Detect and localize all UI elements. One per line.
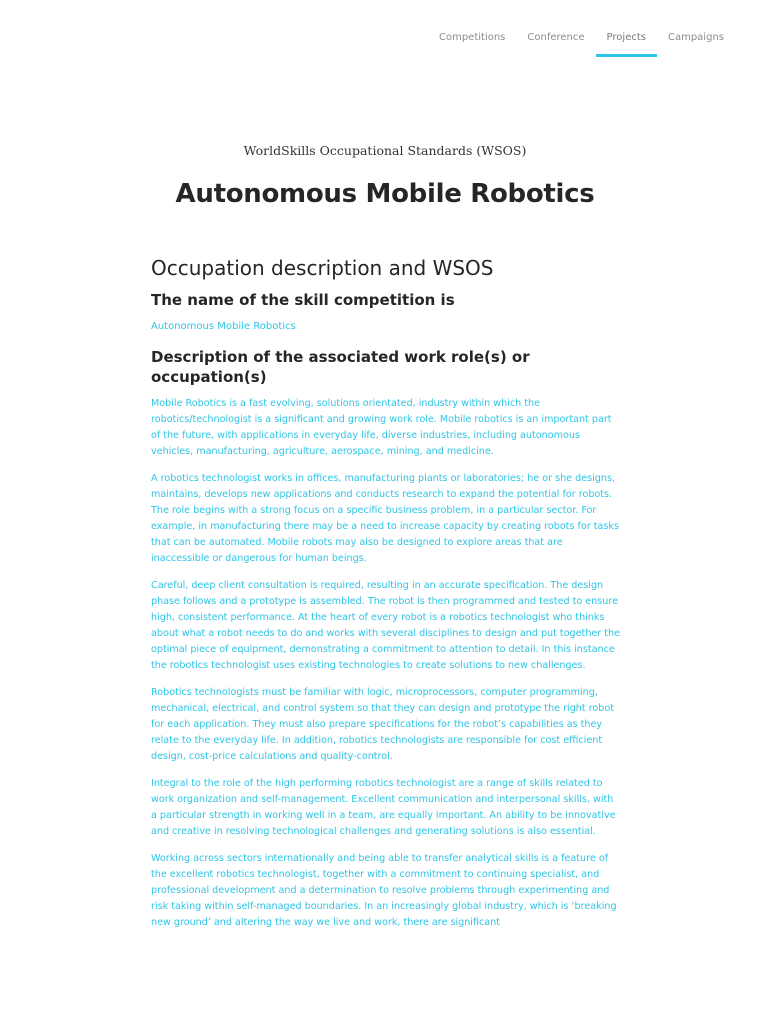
skill-name-text: Autonomous Mobile Robotics [151, 321, 296, 332]
top-navigation [0, 0, 768, 60]
paragraph: Careful, deep client consultation is required, resulting in an accurate specification. The design phase follows and a prototype is assembled. The robot is then programmed and tested to ensure high, consistent performance. At the heart of every robot is a robotics technologist who thinks about what a robot needs to do and works with several disciplines to design and put together the optimal piece of equipment, demonstrating a commitment to attention to detail. In this instance the robotics technologist uses existing technologies to create solutions to new challenges. [151, 580, 621, 671]
description-body [151, 396, 621, 942]
nav-item-conference[interactable]: Conference [527, 32, 585, 43]
work-role-heading: Description of the associated work role(s) or occupation(s) [151, 348, 530, 386]
page-kicker: WorldSkills Occupational Standards (WSOS) [243, 143, 527, 158]
page-title: Autonomous Mobile Robotics [175, 179, 595, 209]
paragraph: Mobile Robotics is a fast evolving, solutions orientated, industry within which the robotics/technologist is a significant and growing work role. Mobile robotics is an important part of the future, with applications in everyday life, diverse industries, including autonomous vehicles, manufacturing, agriculture, aerospace, mining, and medicine. [151, 398, 612, 457]
paragraph: Integral to the role of the high performing robotics technologist are a range of skills related to work organization and self-management. Excellent communication and interpersonal skills, with a particular strength in working well in a team, are equally important. An ability to be innovative and creative in resolving technological challenges and generating solutions is also essential. [151, 778, 616, 837]
paragraph: Working across sectors internationally and being able to transfer analytical skills is a feature of the excellent robotics technologist, together with a commitment to continuing specialist, and professional development and a determination to resolve problems through experimenting and risk taking within self-managed boundaries. In an increasingly global industry, which is ‘breaking new ground’ and altering the way we live and work, there are significant [151, 853, 617, 928]
paragraph: Robotics technologists must be familiar with logic, microprocessors, computer programming, mechanical, electrical, and control system so that they can design and prototype the right robot for each application. They must also prepare specifications for the robot’s capabilities as they relate to the everyday life. In addition, robotics technologists are responsible for cost efficient design, cost-price calculations and quality-control. [151, 687, 615, 762]
paragraph: A robotics technologist works in offices, manufacturing plants or laboratories; he or she designs, maintains, develops new applications and conducts research to expand the potential for robots. The role begins with a strong focus on a specific business problem, in a particular sector. For example, in manufacturing there may be a need to increase capacity by creating robots for tasks that can be automated. Mobile robots may also be designed to explore areas that are inaccessible or dangerous for human beings. [151, 473, 619, 564]
skill-name-heading: The name of the skill competition is [151, 291, 455, 309]
nav-menu [428, 32, 735, 57]
nav-item-competitions[interactable]: Competitions [438, 32, 506, 43]
nav-item-campaigns[interactable]: Campaigns [667, 32, 724, 43]
nav-item-projects[interactable]: Projects [596, 32, 657, 57]
section-heading: Occupation description and WSOS [151, 256, 494, 280]
